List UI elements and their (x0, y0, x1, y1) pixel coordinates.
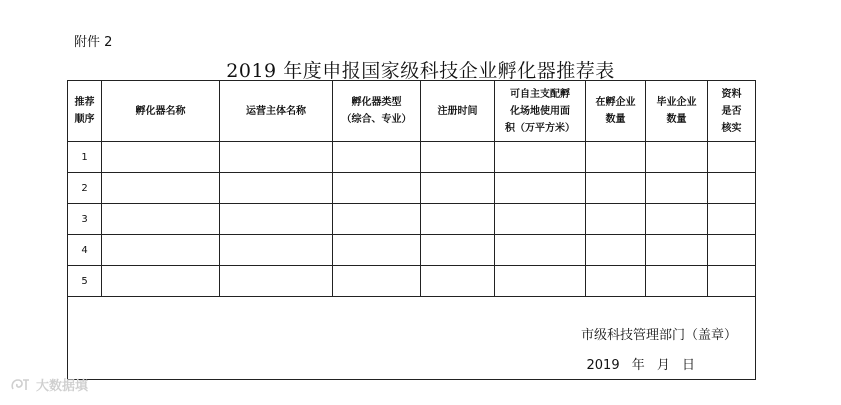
row-order: 5 (68, 266, 102, 297)
header-graduated-count: 毕业企业 数量 (646, 81, 708, 142)
cell-verified[interactable] (708, 266, 756, 297)
cell-graduated-count[interactable] (646, 266, 708, 297)
recommendation-table (67, 80, 756, 380)
cell-graduated-count[interactable] (646, 235, 708, 266)
watermark (10, 375, 88, 394)
cell-site-area[interactable] (495, 173, 586, 204)
cell-incubating-count[interactable] (586, 235, 646, 266)
cell-operator-name[interactable] (220, 204, 333, 235)
header-order: 推荐 顺序 (68, 81, 102, 142)
cell-site-area[interactable] (495, 235, 586, 266)
cell-registration-time[interactable] (421, 235, 495, 266)
watermark-text: 大数据填 (36, 379, 89, 394)
cell-incubator-name[interactable] (102, 173, 220, 204)
cell-registration-time[interactable] (421, 266, 495, 297)
stamp-line: 市级科技管理部门（盖章） (580, 328, 737, 343)
cell-incubator-type[interactable] (333, 142, 421, 173)
cell-graduated-count[interactable] (646, 204, 708, 235)
cell-site-area[interactable] (495, 266, 586, 297)
cell-incubator-type[interactable] (333, 235, 421, 266)
cell-incubator-type[interactable] (333, 173, 421, 204)
attachment-label: 附件 2 (74, 35, 113, 50)
header-site-area: 可自主支配孵 化场地使用面 积（万平方米） (495, 81, 586, 142)
cell-incubating-count[interactable] (586, 204, 646, 235)
header-incubator-name: 孵化器名称 (102, 81, 220, 142)
header-incubator-type: 孵化器类型 （综合、专业） (333, 81, 421, 142)
row-order: 4 (68, 235, 102, 266)
cell-incubator-name[interactable] (102, 266, 220, 297)
cell-operator-name[interactable] (220, 235, 333, 266)
row-order: 1 (68, 142, 102, 173)
table-row (68, 235, 756, 266)
date-line: 2019 年 月 日 (586, 358, 695, 373)
cell-incubator-name[interactable] (102, 204, 220, 235)
cell-graduated-count[interactable] (646, 173, 708, 204)
watermark-logo-icon (10, 377, 32, 393)
table-row (68, 204, 756, 235)
cell-incubating-count[interactable] (586, 142, 646, 173)
cell-verified[interactable] (708, 235, 756, 266)
table-row (68, 142, 756, 173)
cell-incubating-count[interactable] (586, 173, 646, 204)
header-verified: 资料 是否 核实 (708, 81, 756, 142)
document-title: 2019 年度申报国家级科技企业孵化器推荐表 (226, 60, 615, 82)
cell-operator-name[interactable] (220, 266, 333, 297)
cell-incubating-count[interactable] (586, 266, 646, 297)
cell-incubator-name[interactable] (102, 142, 220, 173)
row-order: 2 (68, 173, 102, 204)
cell-registration-time[interactable] (421, 204, 495, 235)
cell-incubator-type[interactable] (333, 204, 421, 235)
cell-registration-time[interactable] (421, 173, 495, 204)
cell-incubator-type[interactable] (333, 266, 421, 297)
cell-verified[interactable] (708, 142, 756, 173)
cell-graduated-count[interactable] (646, 142, 708, 173)
cell-site-area[interactable] (495, 204, 586, 235)
cell-operator-name[interactable] (220, 173, 333, 204)
header-registration-time: 注册时间 (421, 81, 495, 142)
signature-cell (68, 297, 756, 380)
cell-incubator-name[interactable] (102, 235, 220, 266)
table-row (68, 173, 756, 204)
header-operator-name: 运营主体名称 (220, 81, 333, 142)
header-incubating-count: 在孵企业 数量 (586, 81, 646, 142)
row-order: 3 (68, 204, 102, 235)
table-row (68, 266, 756, 297)
cell-registration-time[interactable] (421, 142, 495, 173)
cell-verified[interactable] (708, 204, 756, 235)
cell-verified[interactable] (708, 173, 756, 204)
cell-site-area[interactable] (495, 142, 586, 173)
signature-row (68, 297, 756, 380)
cell-operator-name[interactable] (220, 142, 333, 173)
